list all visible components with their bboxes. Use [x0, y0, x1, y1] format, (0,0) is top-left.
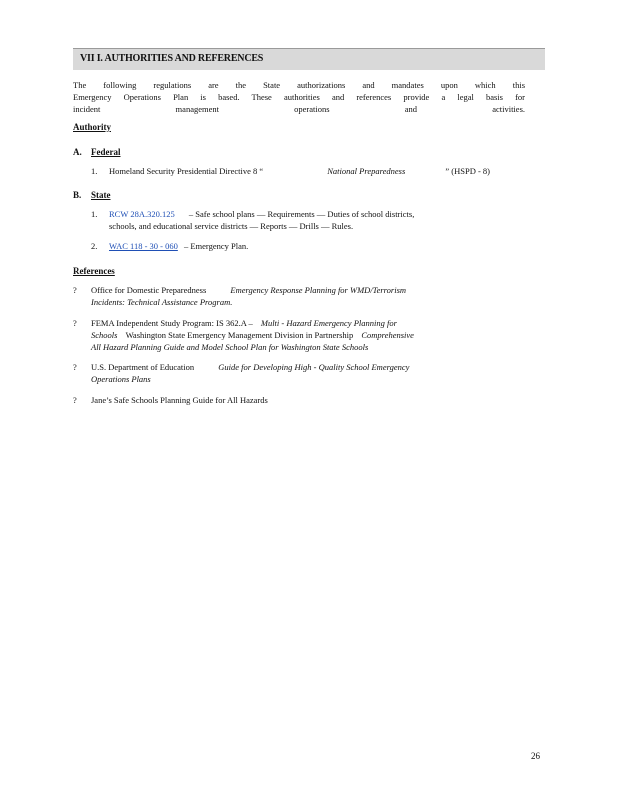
- state-title: State: [91, 190, 111, 200]
- reference-1-ital-1: Emergency Response Planning for WMD/Terrorism: [230, 285, 407, 295]
- federal-label: A.: [73, 147, 82, 157]
- state-item-1-number: 1.: [91, 209, 98, 219]
- reference-3-ital-1: Guide for Developing High - Quality School Emergency: [218, 362, 410, 372]
- federal-item-text-a: Homeland Security Presidential Directive 8 “: [109, 166, 264, 176]
- state-item-1-line-2: schools, and educational service districts — Reports — Drills — Rules.: [109, 221, 354, 231]
- state-label: B.: [73, 190, 82, 200]
- state-item-1-text: [109, 208, 491, 232]
- reference-2: [91, 317, 516, 353]
- federal-title: Federal: [91, 147, 121, 157]
- federal-item-number: 1.: [91, 166, 98, 176]
- reference-2-plain-2: Washington State Emergency Management Division in Partnership: [125, 330, 354, 340]
- reference-4: [91, 394, 516, 406]
- intro-line-3: incident management operations and activities.: [73, 104, 525, 114]
- reference-2-ital-2a: Schools: [91, 330, 118, 340]
- wac-link[interactable]: WAC 118 - 30 - 060: [109, 241, 178, 251]
- section-title: VII I. AUTHORITIES AND REFERENCES: [80, 53, 264, 64]
- intro-line-2: Emergency Operations Plan is based. These authorities and references provide a legal basis for: [73, 92, 525, 102]
- reference-2-ital-1: Multi - Hazard Emergency Planning for: [260, 318, 397, 328]
- intro-line-1: The following regulations are the State authorizations and mandates upon which this: [73, 80, 525, 90]
- reference-3-plain: U.S. Department of Education: [91, 362, 195, 372]
- reference-2-plain-1: FEMA Independent Study Program: IS 362.A –: [91, 318, 253, 328]
- federal-item-text-b: National Preparedness: [327, 166, 406, 176]
- reference-1-ital-2: Incidents: Technical Assistance Program.: [91, 297, 233, 307]
- page-number: 26: [531, 751, 540, 761]
- federal-item-text: [109, 165, 529, 177]
- state-item-2-desc: – Emergency Plan.: [183, 241, 249, 251]
- federal-item-text-c: ” (HSPD - 8): [445, 166, 491, 176]
- reference-1-plain: Office for Domestic Preparedness: [91, 285, 207, 295]
- reference-3: [91, 361, 516, 385]
- intro-paragraph: [73, 79, 525, 115]
- state-item-2-number: 2.: [91, 241, 98, 251]
- reference-1: [91, 284, 516, 308]
- reference-2-bullet: ?: [73, 318, 77, 328]
- reference-4-plain: Jane’s Safe Schools Planning Guide for All Hazards: [91, 395, 268, 405]
- reference-4-bullet: ?: [73, 395, 77, 405]
- reference-2-ital-3: All Hazard Planning Guide and Model School Plan for Washington State Schools: [91, 342, 369, 352]
- reference-2-ital-2b: Comprehensive: [361, 330, 414, 340]
- authority-heading: Authority: [73, 122, 111, 132]
- rcw-link[interactable]: RCW 28A.320.125: [109, 209, 175, 219]
- state-item-2-text: [109, 240, 409, 252]
- reference-1-bullet: ?: [73, 285, 77, 295]
- state-item-1-line-1: – Safe school plans — Requirements — Duties of school districts,: [188, 209, 415, 219]
- reference-3-ital-2: Operations Plans: [91, 374, 151, 384]
- reference-3-bullet: ?: [73, 362, 77, 372]
- references-heading: References: [73, 266, 115, 276]
